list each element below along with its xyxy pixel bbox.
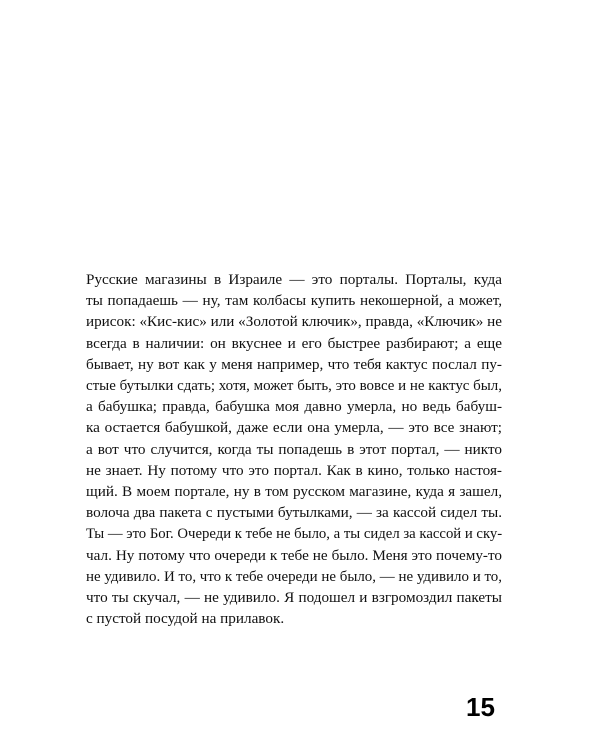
text-line: бывает, ну вот как у меня например, что тебя кактус послал пу- (86, 355, 502, 373)
text-line: Ты — это Бог. Очереди к тебе не было, а ты сидел за кассой и ску- (86, 525, 503, 543)
text-line: а бабушка; правда, бабушка моя давно умерла, но ведь бабуш- (86, 398, 502, 416)
text-line: что ты скучал, — не удивило. Я подошел и взгромоздил пакеты (86, 589, 502, 607)
text-line: Русские магазины в Израиле — это порталы. Порталы, куда (86, 271, 502, 288)
page-number: 15 (466, 692, 495, 722)
text-line: стые бутылки сдать; хотя, может быть, это вовсе и не кактус был, (86, 377, 502, 395)
text-line: чал. Ну потому что очереди к тебе не было. Меня это почему-то (86, 546, 502, 564)
text-line: не знает. Ну потому что это портал. Как в кино, только настоя- (86, 461, 502, 479)
text-line: ты попадаешь — ну, там колбасы купить некошерной, а может, (86, 292, 502, 310)
text-line: а вот что случится, когда ты попадешь в этот портал, — никто (86, 440, 502, 458)
text-line: не удивило. И то, что к тебе очереди не было, — не удивило и то, (86, 567, 502, 585)
text-line: ка остается бабушкой, даже если она умерла, — это все знают; (86, 419, 502, 437)
text-line: с пустой посудой на прилавок. (86, 610, 285, 628)
text-line: ирисок: «Кис-кис» или «Золотой ключик», правда, «Ключик» не (86, 313, 502, 331)
text-line: всегда в наличии: он вкуснее и его быстрее разбирают; а еще (86, 334, 502, 352)
text-line: щий. В моем портале, ну в том русском магазине, куда я зашел, (86, 483, 502, 501)
body-paragraph (86, 269, 502, 629)
text-line: волоча два пакета с пустыми бутылками, — за кассой сидел ты. (86, 504, 502, 522)
